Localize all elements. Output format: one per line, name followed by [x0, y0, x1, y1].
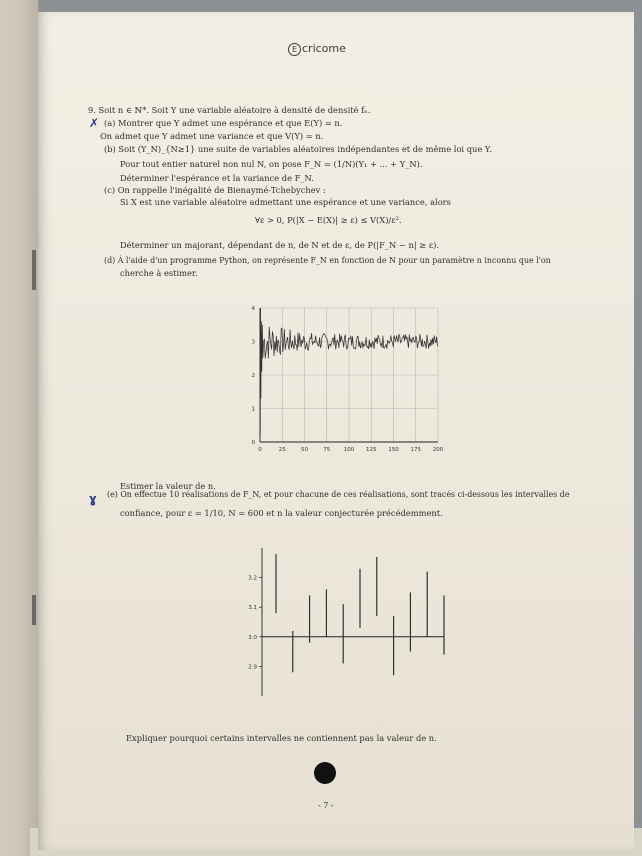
- y-tick-label: 2.9: [248, 664, 257, 671]
- question-intro: 9. Soit n ∈ ℕ*. Soit Y une variable aléatoire à densité de densité fₙ.: [88, 105, 371, 115]
- y-tick-label: 2: [251, 373, 255, 379]
- logo-text: cricome: [302, 42, 346, 55]
- part-e-line2: confiance, pour ε = 1/10, N = 600 et n la valeur conjecturée précédemment.: [120, 508, 443, 518]
- part-d-question: Estimer la valeur de n.: [120, 481, 216, 491]
- black-dot-sticker: [314, 762, 336, 784]
- y-tick-label: 3.1: [248, 605, 257, 612]
- part-b-line3: Déterminer l'espérance et la variance de F_N.: [120, 173, 314, 183]
- part-c-line3: Déterminer un majorant, dépendant de n, de N et de ε, de P(|F_N − n| ≥ ε).: [120, 240, 440, 250]
- y-tick-label: 0: [251, 440, 255, 446]
- confidence-interval-chart: [244, 544, 450, 704]
- x-tick-label: 50: [301, 447, 308, 453]
- part-a-line2: On admet que Y admet une variance et que V(Y) = n.: [100, 131, 324, 141]
- logo-e-icon: E: [288, 43, 301, 56]
- binding-staple: [32, 595, 36, 625]
- ecricome-logo: [288, 42, 346, 56]
- part-b-line2: Pour tout entier naturel non nul N, on pose F_N = (1/N)(Y₁ + ... + Y_N).: [120, 159, 423, 169]
- part-d-line2: cherche à estimer.: [120, 268, 198, 278]
- x-tick-label: 150: [388, 447, 399, 453]
- y-tick-label: 3: [251, 339, 255, 346]
- handwritten-mark: ɣ: [89, 492, 97, 506]
- y-tick-label: 1: [251, 406, 255, 413]
- part-c-formula: ∀ε > 0, P(|X − E(X)| ≥ ε) ≤ V(X)/ε².: [255, 215, 402, 225]
- y-tick-label: 4: [251, 306, 255, 312]
- binding-staple: [32, 250, 36, 290]
- left-page-edge: [0, 0, 39, 856]
- x-tick-label: 25: [278, 447, 286, 453]
- x-tick-label: 200: [432, 447, 444, 453]
- part-c-line2: Si X est une variable aléatoire admettant une espérance et une variance, alors: [120, 197, 451, 207]
- x-tick-label: 0: [258, 447, 262, 453]
- y-tick-label: 3.2: [248, 575, 257, 582]
- x-tick-label: 75: [323, 447, 331, 453]
- part-a-line1: (a) Montrer que Y admet une espérance et que E(Y) = n.: [104, 118, 343, 128]
- part-d-line1: (d) À l'aide d'un programme Python, on représente F_N en fonction de N pour un paramètre n inconnu que l'on: [104, 256, 551, 265]
- part-c-line1: (c) On rappelle l'inégalité de Bienaymé-Tchebychev :: [104, 185, 326, 195]
- x-tick-label: 175: [410, 447, 421, 453]
- part-e-line1: (e) On effectue 10 réalisations de F_N, et pour chacune de ces réalisations, sont tracés ci-dessous les intervalles de: [107, 490, 570, 499]
- page-number: - 7 -: [318, 801, 334, 810]
- x-tick-label: 125: [366, 447, 377, 453]
- x-tick-label: 100: [343, 447, 355, 453]
- convergence-chart: [246, 300, 446, 456]
- handwritten-mark: ✗: [89, 116, 100, 130]
- y-tick-label: 3.0: [248, 634, 257, 641]
- part-b-line1: (b) Soit (Y_N)_{N≥1} une suite de variables aléatoires indépendantes et de même loi que Y.: [104, 144, 492, 154]
- part-e-question: Expliquer pourquoi certains intervalles ne contiennent pas la valeur de n.: [126, 733, 437, 743]
